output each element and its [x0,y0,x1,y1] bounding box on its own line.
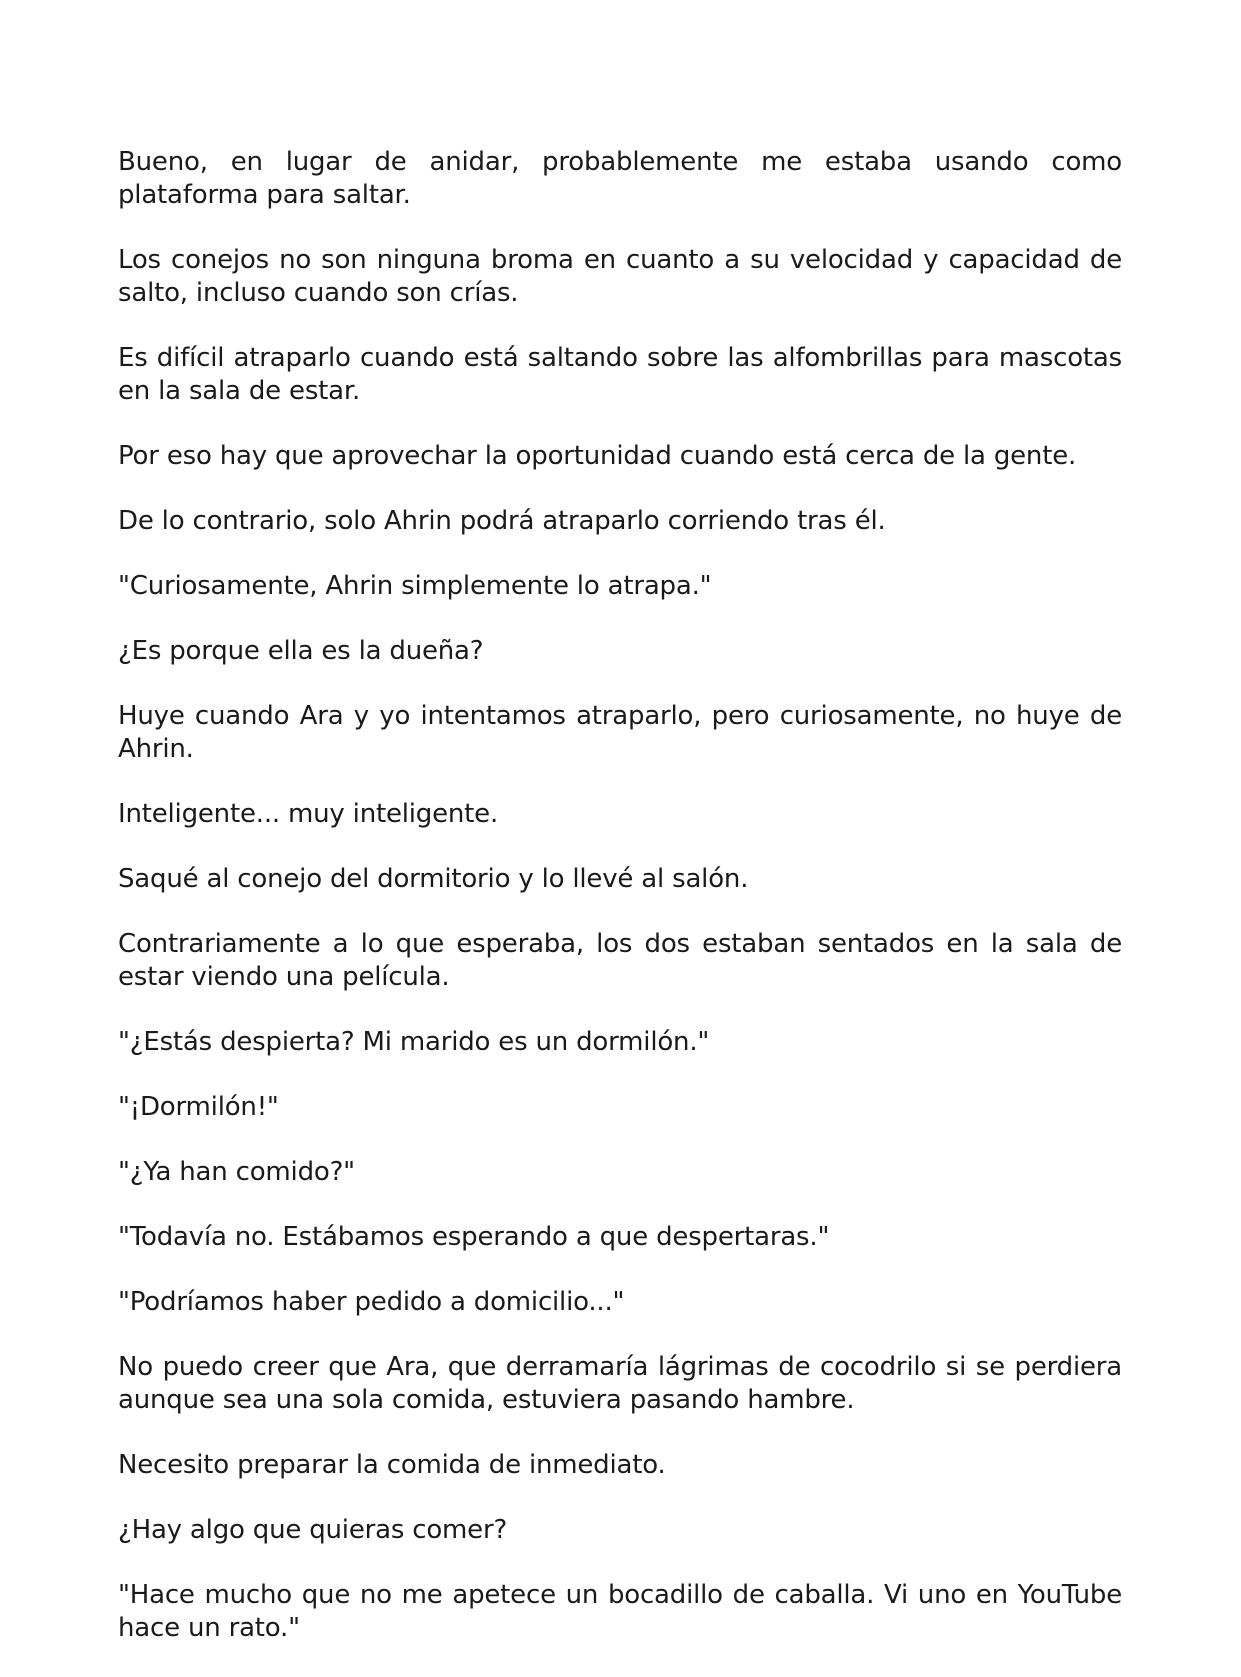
paragraph: Los conejos no son ninguna broma en cuanto a su velocidad y capacidad de salto, incluso cuando son crías. [118,245,1122,308]
paragraph: "¿Ya han comido?" [118,1157,355,1187]
paragraph: "Curiosamente, Ahrin simplemente lo atrapa." [118,571,712,601]
paragraph: "Todavía no. Estábamos esperando a que despertaras." [118,1222,830,1252]
paragraph: ¿Es porque ella es la dueña? [118,636,484,666]
paragraph: Bueno, en lugar de anidar, probablemente me estaba usando como plataforma para saltar. [118,147,1122,210]
paragraph: Necesito preparar la comida de inmediato. [118,1450,666,1480]
paragraph: No puedo creer que Ara, que derramaría lágrimas de cocodrilo si se perdiera aunque sea una sola comida, estuviera pasando hambre. [118,1352,1122,1415]
paragraph: "Hace mucho que no me apetece un bocadillo de caballa. Vi uno en YouTube hace un rato." [118,1580,1122,1643]
paragraph: De lo contrario, solo Ahrin podrá atraparlo corriendo tras él. [118,506,886,536]
paragraph: Saqué al conejo del dormitorio y lo llevé al salón. [118,864,749,894]
paragraph: "¿Estás despierta? Mi marido es un dormilón." [118,1027,710,1057]
paragraph: Es difícil atraparlo cuando está saltando sobre las alfombrillas para mascotas en la sala de estar. [118,343,1122,406]
paragraph: Inteligente... muy inteligente. [118,799,499,829]
paragraph: Huye cuando Ara y yo intentamos atraparlo, pero curiosamente, no huye de Ahrin. [118,701,1122,764]
paragraph: ¿Hay algo que quieras comer? [118,1515,508,1545]
document-page [118,146,1122,1677]
paragraph: "Podríamos haber pedido a domicilio..." [118,1287,625,1317]
paragraph: "¡Dormilón!" [118,1092,279,1122]
paragraph: Contrariamente a lo que esperaba, los dos estaban sentados en la sala de estar viendo una película. [118,929,1122,992]
paragraph: Por eso hay que aprovechar la oportunidad cuando está cerca de la gente. [118,441,1077,471]
